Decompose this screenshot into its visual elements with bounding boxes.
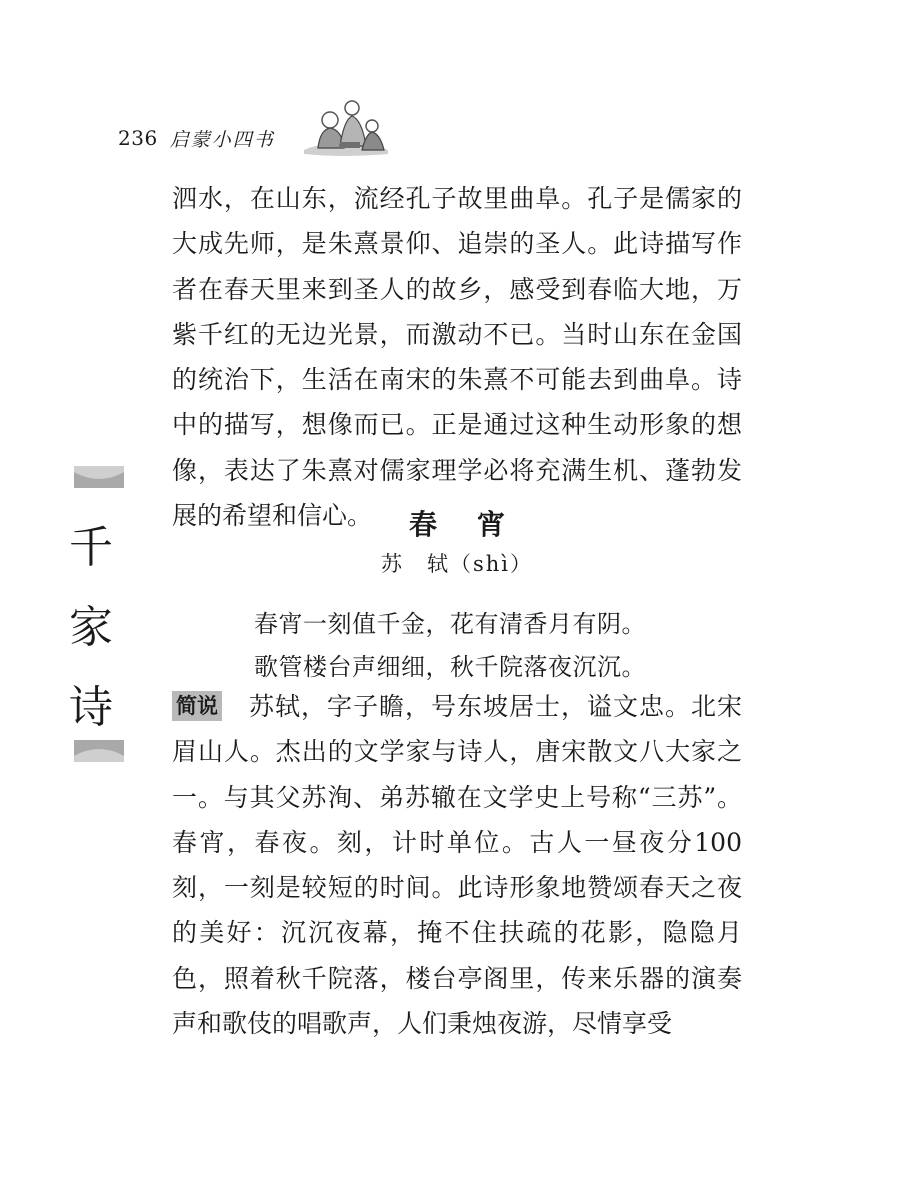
poem-line: 春宵一刻值千金，花有清香月有阴。 (254, 610, 646, 638)
page-header (118, 118, 275, 158)
poem-author: 苏 轼（shì） (380, 552, 534, 576)
commentary-text: 苏轼，字子瞻，号东坡居士，谥文忠。北宋眉山人。杰出的文学家与诗人，唐宋散文八大家之一。与其父苏洵、弟苏辙在文学史上号称“三苏”。春宵，春夜。刻，计时单位。古人一昼夜分100刻，一刻是较短的时间。此诗形象地赞颂春天之夜的美好：沉沉夜幕，掩不住扶疏的花影，隐隐月色，照着秋千院落，楼台亭阁里，传来乐器的演奏声和歌伎的唱歌声，人们秉烛夜游，尽情享受 (172, 692, 742, 1039)
commentary-label: 简说 (172, 691, 222, 721)
sidebar-tab-bottom (74, 740, 124, 762)
sidebar-title-char: 家 (69, 602, 113, 653)
commentary-paragraph (172, 684, 742, 1046)
intro-paragraph: 泗水，在山东，流经孔子故里曲阜。孔子是儒家的大成先师，是朱熹景仰、追崇的圣人。此诗描写作者在春天里来到圣人的故乡，感受到春临大地，万紫千红的无边光景，而激动不已。当时山东在金国的统治下，生活在南宋的朱熹不可能去到曲阜。诗中的描写，想像而已。正是通过这种生动形象的想像，表达了朱熹对儒家理学必将充满生机、蓬勃发展的希望和信心。 (172, 184, 742, 531)
sidebar-title-char: 诗 (69, 682, 113, 733)
book-title: 启蒙小四书 (169, 128, 275, 151)
poem-title: 春宵 (408, 508, 545, 541)
poem-line: 歌管楼台声细细，秋千院落夜沉沉。 (254, 653, 646, 681)
scholars-illustration (300, 98, 392, 158)
sidebar-title-char: 千 (69, 522, 113, 573)
sidebar-title (66, 508, 116, 748)
page-number: 236 (118, 126, 158, 150)
sidebar-tab-top (74, 466, 124, 488)
